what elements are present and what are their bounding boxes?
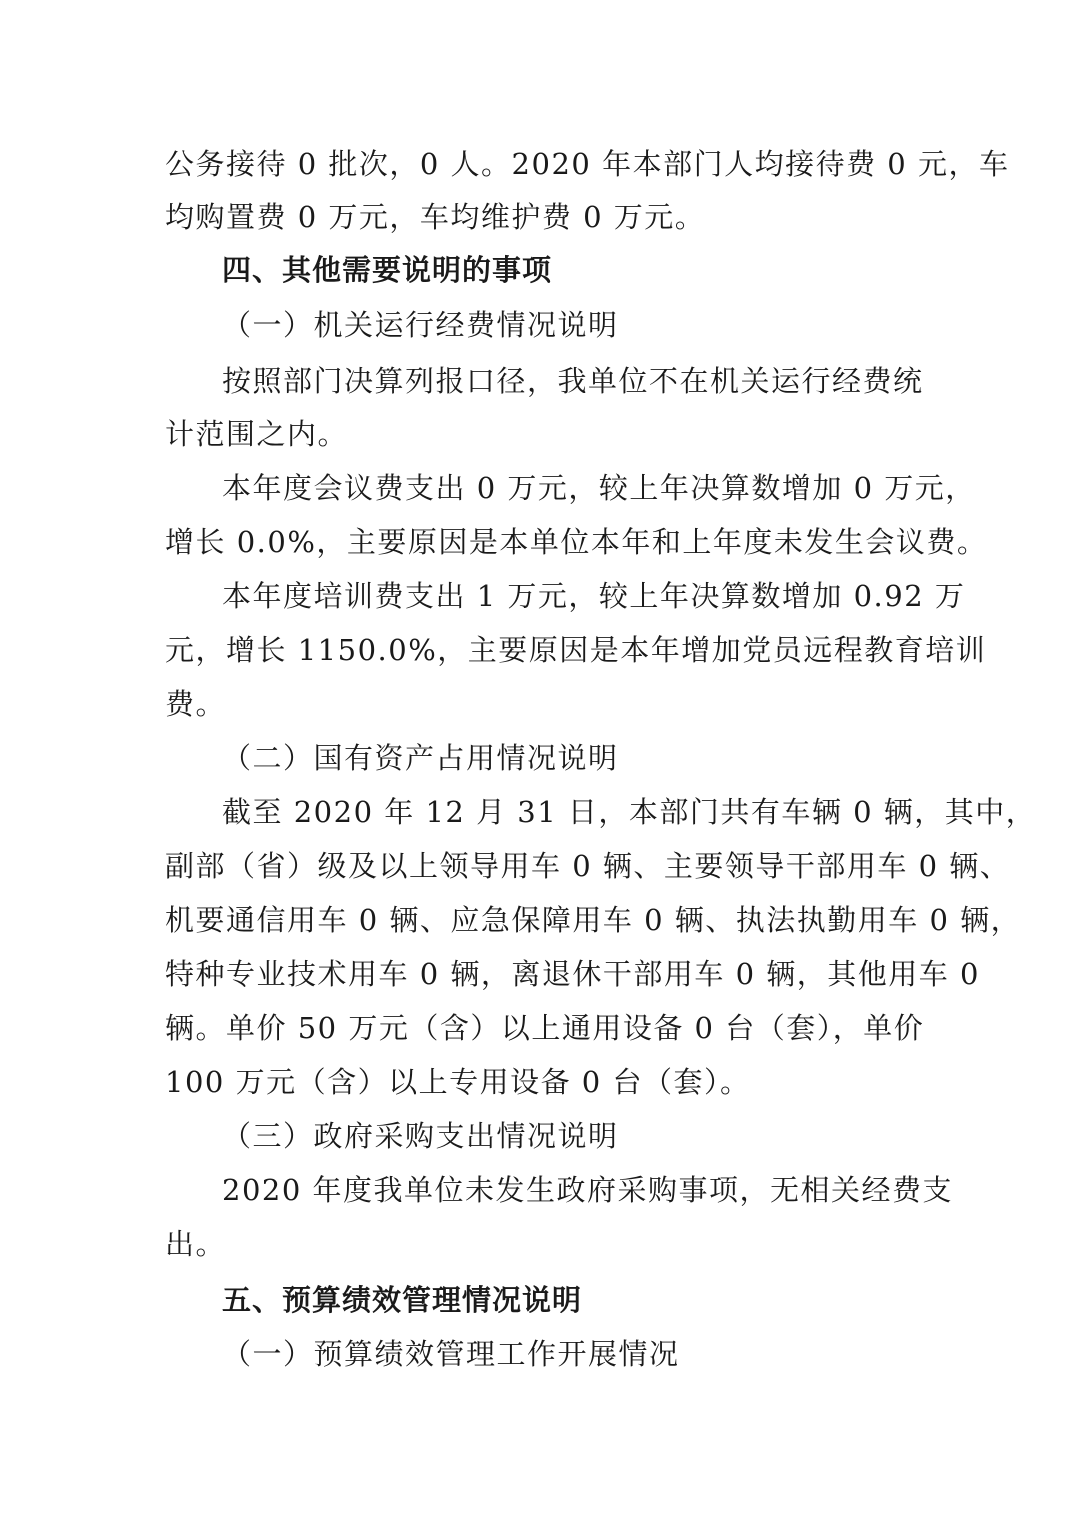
paragraph-line: 均购置费 0 万元，车均维护费 0 万元。: [165, 200, 706, 234]
subsection-heading: （一）机关运行经费情况说明: [222, 308, 619, 342]
paragraph-line: 元，增长 1150.0%，主要原因是本年增加党员远程教育培训: [165, 633, 987, 667]
paragraph-line: 辆。单价 50 万元（含）以上通用设备 0 台（套），单价: [165, 1011, 925, 1045]
paragraph-line: 100 万元（含）以上专用设备 0 台（套）。: [165, 1065, 751, 1099]
paragraph-line: 计范围之内。: [165, 417, 349, 451]
paragraph-line: 增长 0.0%，主要原因是本单位本年和上年度未发生会议费。: [165, 525, 988, 559]
paragraph-line: 费。: [165, 687, 227, 721]
paragraph-line: 出。: [165, 1227, 227, 1261]
paragraph-line: 2020 年度我单位未发生政府采购事项，无相关经费支: [222, 1173, 954, 1207]
paragraph-line: 本年度培训费支出 1 万元，较上年决算数增加 0.92 万: [222, 579, 966, 613]
paragraph-line: 公务接待 0 批次，0 人。2020 年本部门人均接待费 0 元，车: [165, 147, 1010, 181]
paragraph-line: 本年度会议费支出 0 万元，较上年决算数增加 0 万元，: [222, 471, 976, 505]
subsection-heading: （三）政府采购支出情况说明: [222, 1119, 619, 1153]
paragraph-line: 按照部门决算列报口径，我单位不在机关运行经费统: [222, 364, 924, 398]
section-heading: 四、其他需要说明的事项: [222, 253, 553, 287]
paragraph-line: 副部（省）级及以上领导用车 0 辆、主要领导干部用车 0 辆、: [165, 849, 1011, 883]
paragraph-line: 机要通信用车 0 辆、应急保障用车 0 辆、执法执勤用车 0 辆，: [165, 903, 1022, 937]
section-heading: 五、预算绩效管理情况说明: [222, 1283, 583, 1317]
paragraph-line: 截至 2020 年 12 月 31 日，本部门共有车辆 0 辆，其中，: [222, 795, 1037, 829]
paragraph-line: 特种专业技术用车 0 辆，离退休干部用车 0 辆，其他用车 0: [165, 957, 980, 991]
subsection-heading: （一）预算绩效管理工作开展情况: [222, 1337, 680, 1371]
subsection-heading: （二）国有资产占用情况说明: [222, 741, 619, 775]
